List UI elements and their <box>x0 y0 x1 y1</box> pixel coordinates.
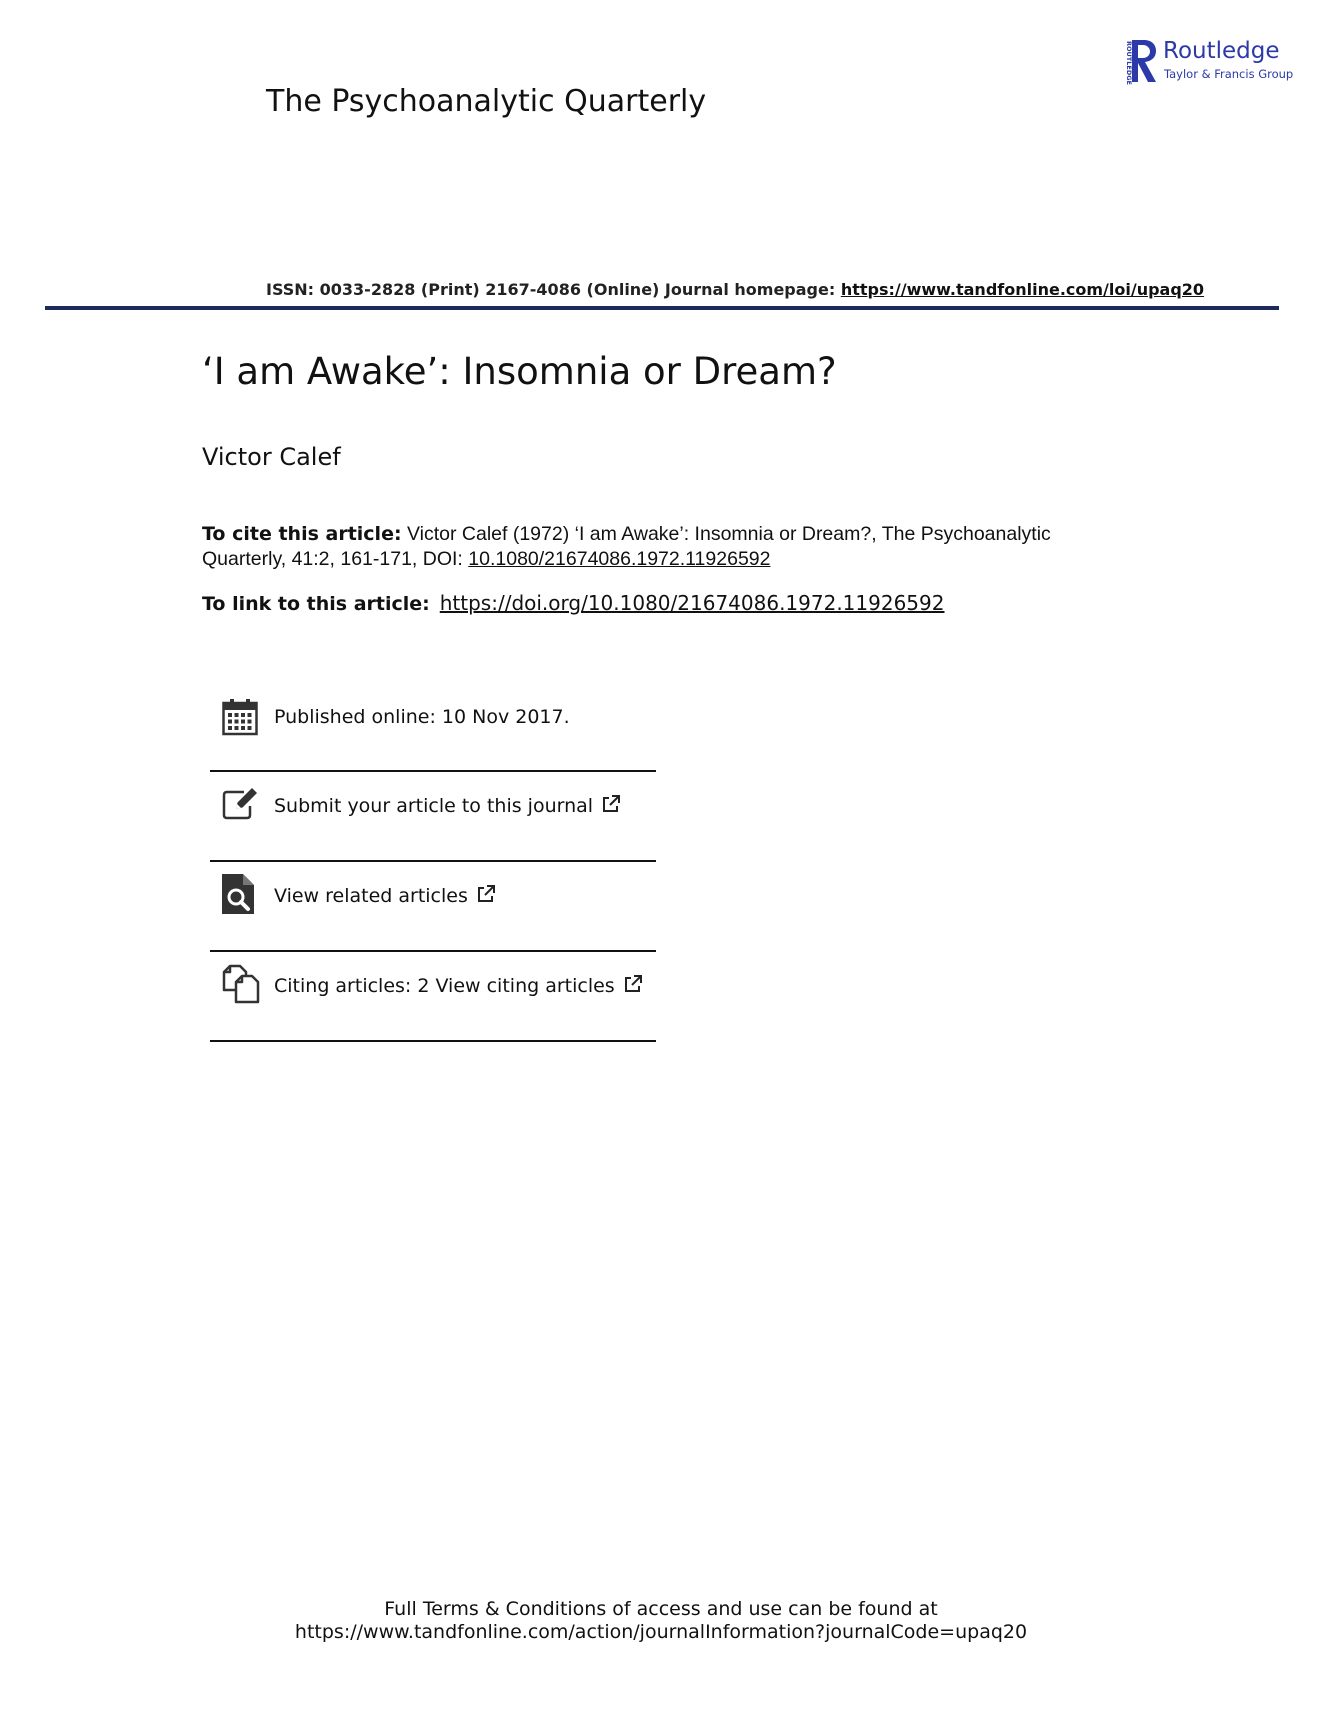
link-lead: To link to this article: <box>202 593 430 615</box>
related-articles-link[interactable] <box>274 884 496 909</box>
published-online-text: Published online: 10 Nov 2017. <box>274 706 570 728</box>
external-link-icon <box>601 794 621 819</box>
journal-homepage-link[interactable]: https://www.tandfonline.com/loi/upaq20 <box>840 280 1205 299</box>
issn-line <box>266 280 1204 299</box>
edit-icon <box>222 786 260 824</box>
submit-article-label: Submit your article to this journal <box>274 795 594 817</box>
article-info-list <box>210 688 656 1042</box>
article-title: ‘I am Awake’: Insomnia or Dream? <box>202 350 837 393</box>
citing-articles-icon <box>222 964 260 1008</box>
article-link-line <box>202 591 944 615</box>
header-rule <box>45 306 1279 310</box>
info-divider <box>210 1040 656 1042</box>
document-search-icon <box>222 874 254 918</box>
doi-link[interactable]: 10.1080/21674086.1972.11926592 <box>468 548 771 570</box>
footer-terms-url[interactable]: https://www.tandfonline.com/action/journalInformation?journalCode=upaq20 <box>294 1621 1028 1643</box>
publisher-group: Taylor & Francis Group <box>1164 67 1294 81</box>
issn-text: ISSN: 0033-2828 (Print) 2167-4086 (Online) Journal homepage: <box>266 280 841 299</box>
calendar-icon <box>222 698 258 740</box>
footer <box>0 1598 1322 1644</box>
article-url-link[interactable]: https://doi.org/10.1080/21674086.1972.11926592 <box>439 591 945 615</box>
info-item-published <box>210 688 656 770</box>
info-item-citing[interactable] <box>210 952 656 1040</box>
article-author: Victor Calef <box>202 443 341 471</box>
logo-vertical-text: ROUTLEDGE <box>1125 41 1133 85</box>
info-item-related[interactable] <box>210 862 656 950</box>
info-item-submit[interactable] <box>210 772 656 860</box>
submit-article-link[interactable] <box>274 794 621 819</box>
external-link-icon <box>476 884 496 909</box>
routledge-logo-icon <box>1126 38 1158 84</box>
citing-articles-label: Citing articles: 2 View citing articles <box>274 975 615 997</box>
external-link-icon <box>623 974 643 999</box>
citation-text: Victor Calef (1972) ‘I am Awake’: Insomnia or Dream?, The Psychoanalytic Quarterly, 41:2, 161-171, DOI: <box>202 523 1051 570</box>
footer-terms-text: Full Terms & Conditions of access and use can be found at <box>384 1598 938 1620</box>
publisher-name: Routledge <box>1163 38 1280 64</box>
citation-lead: To cite this article: <box>202 523 402 545</box>
related-articles-label: View related articles <box>274 885 468 907</box>
journal-title: The Psychoanalytic Quarterly <box>266 84 707 119</box>
citation-block <box>202 522 1102 572</box>
citing-articles-link[interactable] <box>274 974 643 999</box>
routledge-logo[interactable] <box>1125 36 1294 86</box>
